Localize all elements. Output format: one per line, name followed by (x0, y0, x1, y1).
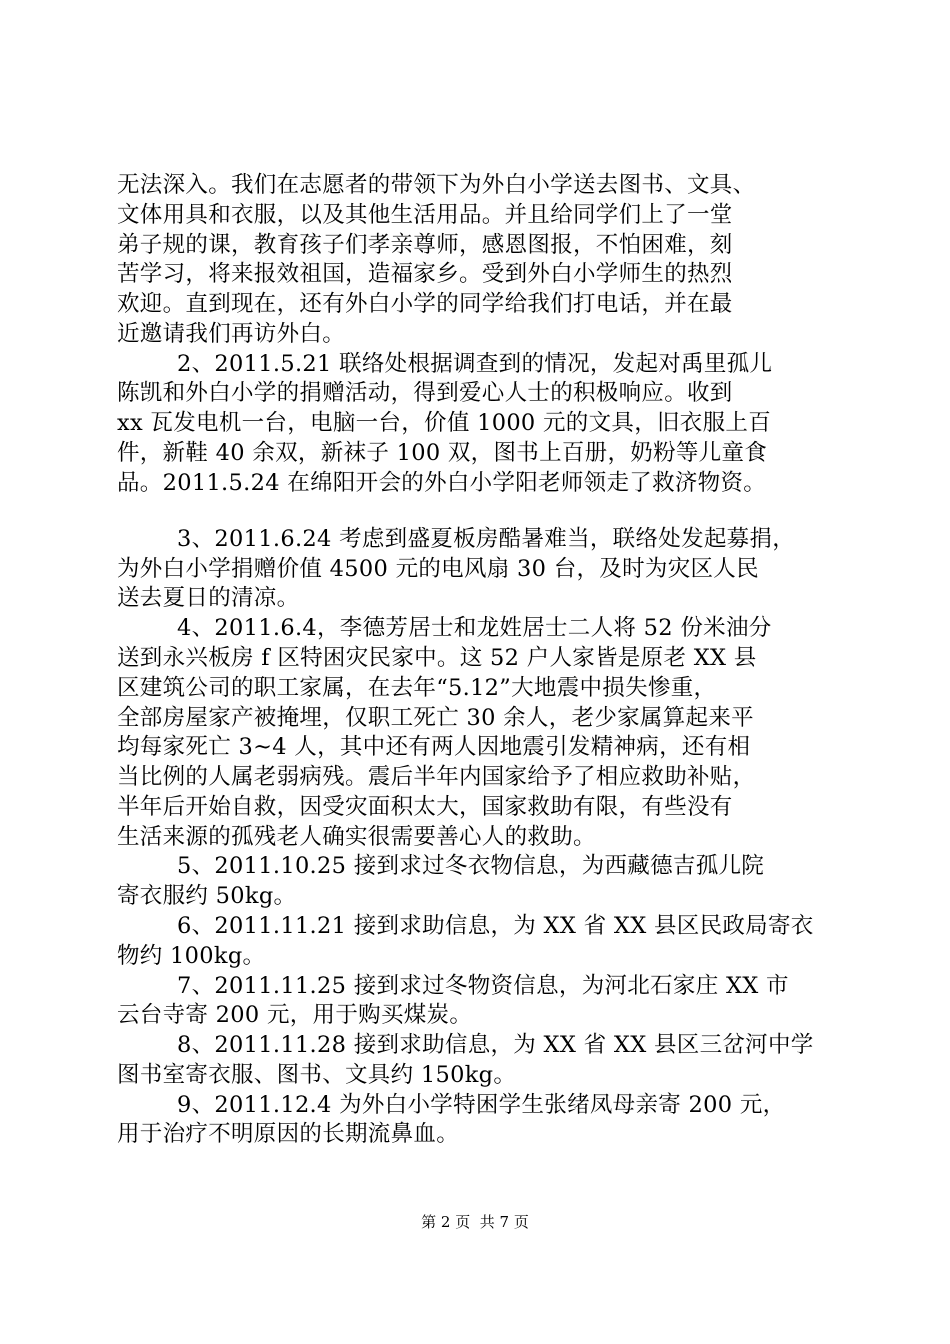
page-footer: 第 2 页 共 7 页 (421, 1213, 529, 1231)
text-line: 均每家死亡 3~4 人，其中还有两人因地震引发精神病，还有相 (117, 734, 751, 760)
text-line: 云台寺寄 200 元，用于购买煤炭。 (117, 1002, 473, 1028)
text-line: 寄衣服约 50kg。 (117, 883, 297, 909)
text-line: 无法深入。我们在志愿者的带领下为外白小学送去图书、文具、 (117, 172, 756, 198)
text-line: 近邀请我们再访外白。 (117, 321, 346, 347)
text-line: 8、2011.11.28 接到求助信息，为 XX 省 XX 县区三岔河中学 (177, 1032, 814, 1058)
text-line: 欢迎。直到现在，还有外白小学的同学给我们打电话，并在最 (117, 291, 733, 317)
text-line: 3、2011.6.24 考虑到盛夏板房酷暑难当，联络处发起募捐， (177, 526, 796, 552)
text-line: 6、2011.11.21 接到求助信息，为 XX 省 XX 县区民政局寄衣 (177, 913, 814, 939)
text-line: 送去夏日的清凉。 (117, 585, 300, 611)
text-line: 7、2011.11.25 接到求过冬物资信息，为河北石家庄 XX 市 (177, 973, 789, 999)
text-line: 为外白小学捐赠价值 4500 元的电风扇 30 台，及时为灾区人民 (117, 556, 759, 582)
text-line: 图书室寄衣服、图书、文具约 150kg。 (117, 1062, 517, 1088)
text-line: 文体用具和衣服，以及其他生活用品。并且给同学们上了一堂 (117, 202, 733, 228)
text-line: xx 瓦发电机一台，电脑一台，价值 1000 元的文具，旧衣服上百 (117, 410, 771, 436)
text-line: 5、2011.10.25 接到求过冬衣物信息，为西藏德吉孤儿院 (177, 853, 765, 879)
text-line: 区建筑公司的职工家属，在去年“5.12”大地震中损失惨重， (117, 675, 717, 701)
text-line: 品。2011.5.24 在绵阳开会的外白小学阳老师领走了救济物资。 (117, 470, 767, 496)
text-line: 陈凯和外白小学的捐赠活动，得到爱心人士的积极响应。收到 (117, 380, 733, 406)
text-line: 用于治疗不明原因的长期流鼻血。 (117, 1121, 460, 1147)
text-line: 物约 100kg。 (117, 943, 266, 969)
text-line: 2、2011.5.21 联络处根据调查到的情况，发起对禹里孤儿 (177, 351, 773, 377)
text-line: 当比例的人属老弱病残。震后半年内国家给予了相应救助补贴， (117, 764, 756, 790)
text-line: 件，新鞋 40 余双，新袜子 100 双，图书上百册，奶粉等儿童食 (117, 440, 768, 466)
text-line: 4、2011.6.4，李德芳居士和龙姓居士二人将 52 份米油分 (177, 615, 772, 641)
text-line: 苦学习，将来报效祖国，造福家乡。受到外白小学师生的热烈 (117, 261, 733, 287)
text-line: 半年后开始自救，因受灾面积太大，国家救助有限，有些没有 (117, 794, 733, 820)
text-line: 送到永兴板房 f 区特困灾民家中。这 52 户人家皆是原老 XX 县 (117, 645, 757, 671)
text-line: 9、2011.12.4 为外白小学特困学生张绪凤母亲寄 200 元， (177, 1092, 786, 1118)
text-line: 全部房屋家产被掩埋，仅职工死亡 30 余人，老少家属算起来平 (117, 705, 754, 731)
text-line: 弟子规的课，教育孩子们孝亲尊师，感恩图报，不怕困难，刻 (117, 232, 733, 258)
text-line: 生活来源的孤残老人确实很需要善心人的救助。 (117, 824, 596, 850)
